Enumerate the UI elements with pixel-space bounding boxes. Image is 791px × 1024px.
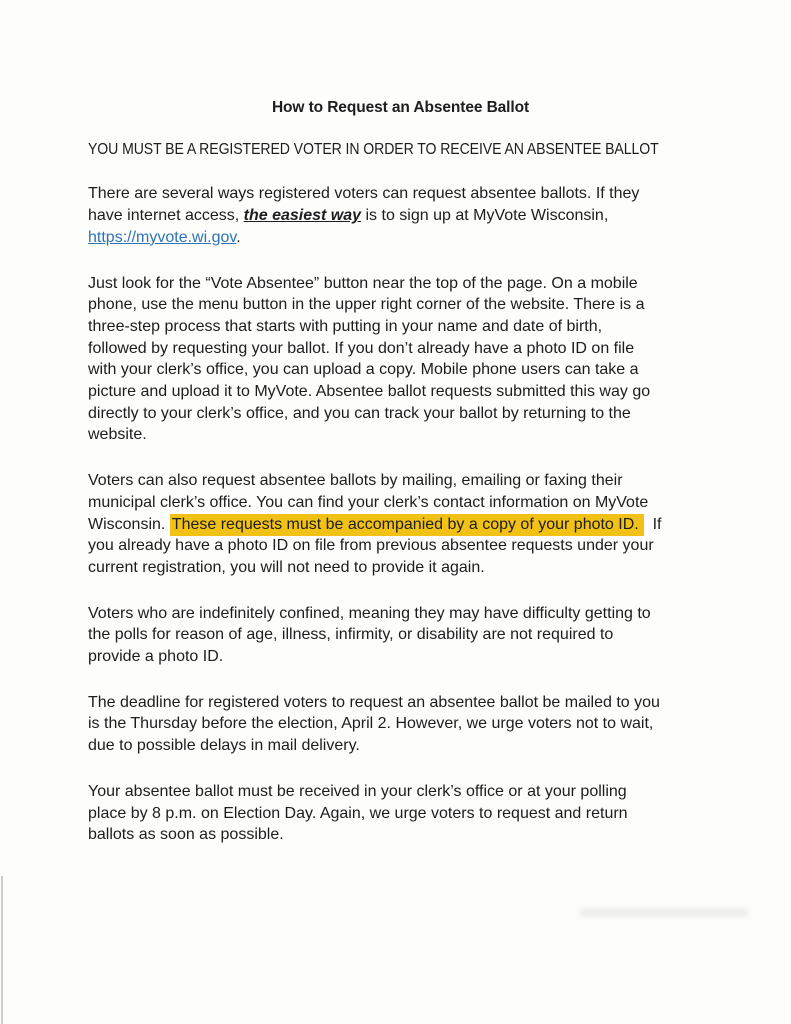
document-subtitle: YOU MUST BE A REGISTERED VOTER IN ORDER TO RECEIVE AN ABSENTEE BALLOT <box>88 140 659 158</box>
text-line <box>88 781 713 803</box>
text-line <box>88 316 713 338</box>
text-line <box>88 403 713 425</box>
text-line <box>88 735 713 757</box>
text-segment: with your clerk’s office, you can upload a copy. Mobile phone users can take a <box>88 361 639 379</box>
text-line <box>88 603 713 625</box>
text-segment: have internet access, <box>88 207 244 225</box>
text-segment: directly to your clerk’s office, and you can track your ballot by returning to the <box>88 404 631 422</box>
text-segment: you already have a photo ID on file from previous absentee requests under your <box>88 537 654 555</box>
text-line <box>88 470 713 492</box>
text-line <box>88 646 713 668</box>
text-line <box>88 803 713 825</box>
text-segment: three-step process that starts with putting in your name and date of birth, <box>88 317 603 335</box>
text-segment: current registration, you will not need to provide it again. <box>88 558 485 576</box>
text-segment: There are several ways registered voters can request absentee ballots. If they <box>88 185 640 203</box>
text-line <box>88 381 713 403</box>
text-segment: . <box>236 228 241 246</box>
page-title: How to Request an Absentee Ballot <box>271 99 530 116</box>
text-line <box>88 514 713 536</box>
text-segment: Voters can also request absentee ballots by mailing, emailing or faxing their <box>88 472 623 490</box>
text-segment: picture and upload it to MyVote. Absentee ballot requests submitted this way go <box>88 383 651 401</box>
text-segment: the polls for reason of age, illness, infirmity, or disability are not required to <box>88 626 614 644</box>
text-line <box>88 205 713 227</box>
text-segment: Wisconsin. <box>88 515 170 533</box>
text-line <box>88 338 713 360</box>
text-segment: phone, use the menu button in the upper right corner of the website. There is a <box>88 296 645 314</box>
text-line <box>88 624 713 646</box>
text-line <box>88 183 713 205</box>
text-segment: provide a photo ID. <box>88 648 224 666</box>
text-line <box>88 227 713 249</box>
emphasized-text: the easiest way <box>243 207 362 225</box>
text-segment: followed by requesting your ballot. If you don’t already have a photo ID on file <box>88 339 635 357</box>
paragraph-request-deadline <box>88 692 713 757</box>
text-line <box>88 535 713 557</box>
text-segment: If <box>643 515 662 533</box>
text-segment: The deadline for registered voters to request an absentee ballot be mailed to you <box>88 693 660 711</box>
paragraph-mail-email-fax <box>88 470 713 579</box>
text-segment: website. <box>88 426 147 444</box>
text-line <box>88 492 713 514</box>
paragraph-return-deadline <box>88 781 713 846</box>
text-segment: is to sign up at MyVote Wisconsin, <box>361 207 609 225</box>
text-segment: Just look for the “Vote Absentee” button near the top of the page. On a mobile <box>88 274 638 292</box>
highlighted-text: These requests must be accompanied by a copy of your photo ID. <box>170 514 644 536</box>
text-line <box>88 273 713 295</box>
text-line <box>88 557 713 579</box>
text-segment: Voters who are indefinitely confined, meaning they may have difficulty getting to <box>88 604 651 622</box>
scan-artifact-line <box>1 876 3 1024</box>
text-segment: ballots as soon as possible. <box>88 826 284 844</box>
paragraph-myvote-instructions <box>88 273 713 447</box>
myvote-link[interactable]: https://myvote.wi.gov <box>88 228 237 246</box>
text-segment: Your absentee ballot must be received in your clerk’s office or at your polling <box>88 782 627 800</box>
text-line <box>88 713 713 735</box>
text-line <box>88 424 713 446</box>
text-line <box>88 359 713 381</box>
text-segment: due to possible delays in mail delivery. <box>88 737 360 755</box>
paragraph-request-methods <box>88 183 713 248</box>
text-line <box>88 824 713 846</box>
text-segment: municipal clerk’s office. You can find your clerk’s contact information on MyVote <box>88 493 649 511</box>
scan-artifact-smudge <box>579 908 749 917</box>
paragraph-indefinitely-confined <box>88 603 713 668</box>
text-line <box>88 294 713 316</box>
text-segment: is the Thursday before the election, April 2. However, we urge voters not to wait, <box>88 715 654 733</box>
text-line <box>88 692 713 714</box>
text-segment: place by 8 p.m. on Election Day. Again, we urge voters to request and return <box>88 804 628 822</box>
document-body <box>88 183 713 846</box>
